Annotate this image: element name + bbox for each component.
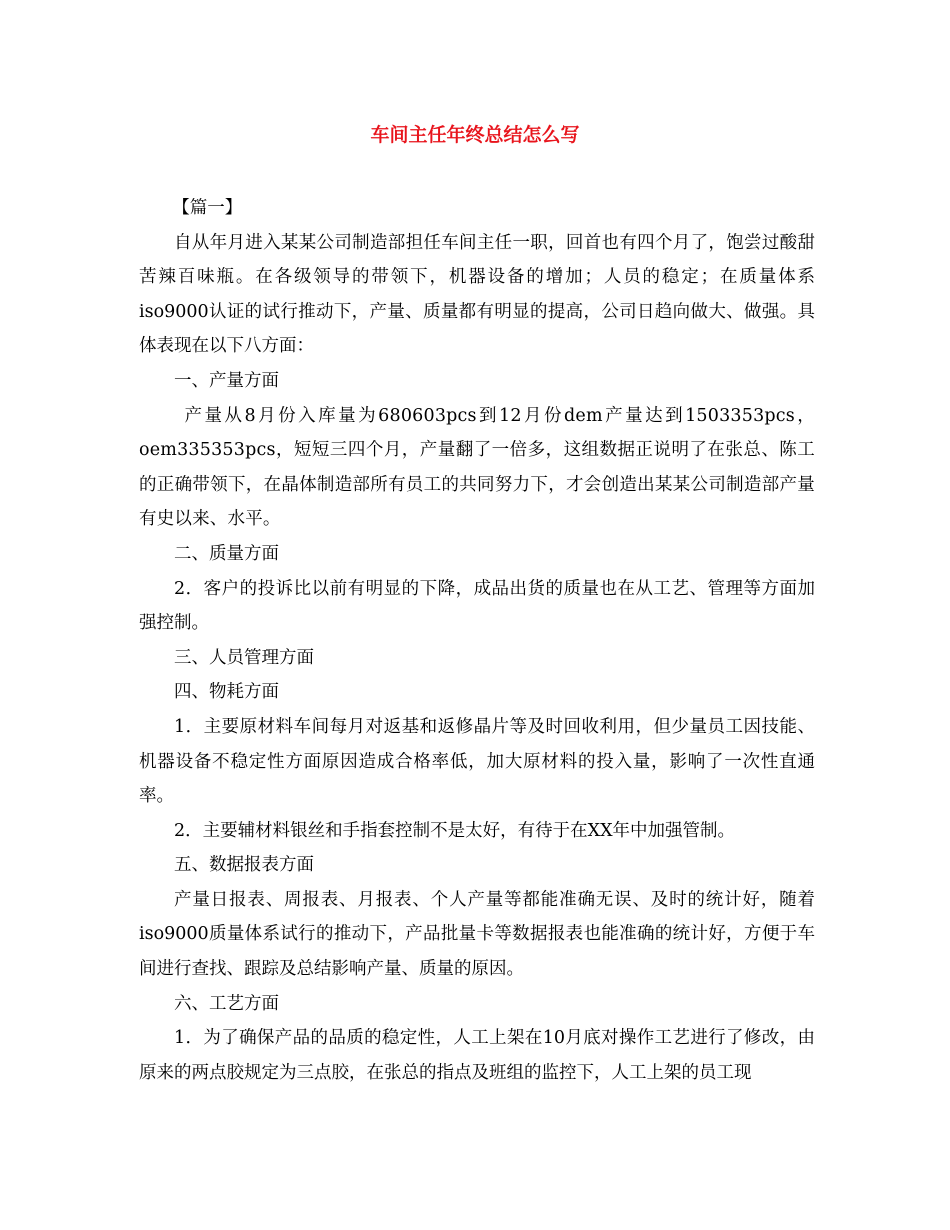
heading-materials: 四、物耗方面 bbox=[174, 682, 279, 703]
paragraph-reports: 产量日报表、周报表、月报表、个人产量等都能准确无误、及时的统计好，随着iso9000质量体系试行的推动下，产品批量卡等数据报表也能准确的统计好，方便于车间进行查找、跟踪及总结影响产量、质量的原因。 bbox=[139, 889, 815, 980]
document-body bbox=[139, 191, 815, 1090]
heading-reports: 五、数据报表方面 bbox=[174, 855, 314, 876]
paragraph-materials-1: 1．主要原材料车间每月对返基和返修晶片等及时回收利用，但少量员工因技能、机器设备不稳定性方面原因造成合格率低，加大原材料的投入量，影响了一次性直通率。 bbox=[139, 716, 815, 807]
heading-quality: 二、质量方面 bbox=[174, 543, 279, 564]
paragraph-output: 产量从8月份入库量为680603pcs到12月份dem产量达到1503353pcs，oem335353pcs，短短三四个月，产量翻了一倍多，这组数据正说明了在张总、陈工的正确带领下，在晶体制造部所有员工的共同努力下，才会创造出某某公司制造部产量有史以来、水平。 bbox=[139, 405, 815, 530]
paragraph-quality: 2．客户的投诉比以前有明显的下降，成品出货的质量也在从工艺、管理等方面加强控制。 bbox=[139, 578, 815, 634]
document-title: 车间主任年终总结怎么写 bbox=[370, 124, 580, 146]
heading-output: 一、产量方面 bbox=[174, 370, 279, 391]
section-mark: 【篇一】 bbox=[172, 198, 243, 218]
paragraph-materials-2: 2．主要辅材料银丝和手指套控制不是太好，有待于在XX年中加强管制。 bbox=[174, 820, 736, 841]
paragraph-process-1: 1．为了确保产品的品质的稳定性，人工上架在10月底对操作工艺进行了修改，由原来的两点胶规定为三点胶，在张总的指点及班组的监控下，人工上架的员工现 bbox=[139, 1028, 815, 1083]
paragraph-intro: 自从年月进入某某公司制造部担任车间主任一职，回首也有四个月了，饱尝过酸甜苦辣百味瓶。在各级领导的带领下，机器设备的增加；人员的稳定；在质量体系iso9000认证的试行推动下，产量、质量都有明显的提高，公司日趋向做大、做强。具体表现在以下八方面： bbox=[139, 232, 815, 357]
heading-process: 六、工艺方面 bbox=[174, 993, 279, 1014]
heading-personnel: 三、人员管理方面 bbox=[174, 647, 314, 668]
